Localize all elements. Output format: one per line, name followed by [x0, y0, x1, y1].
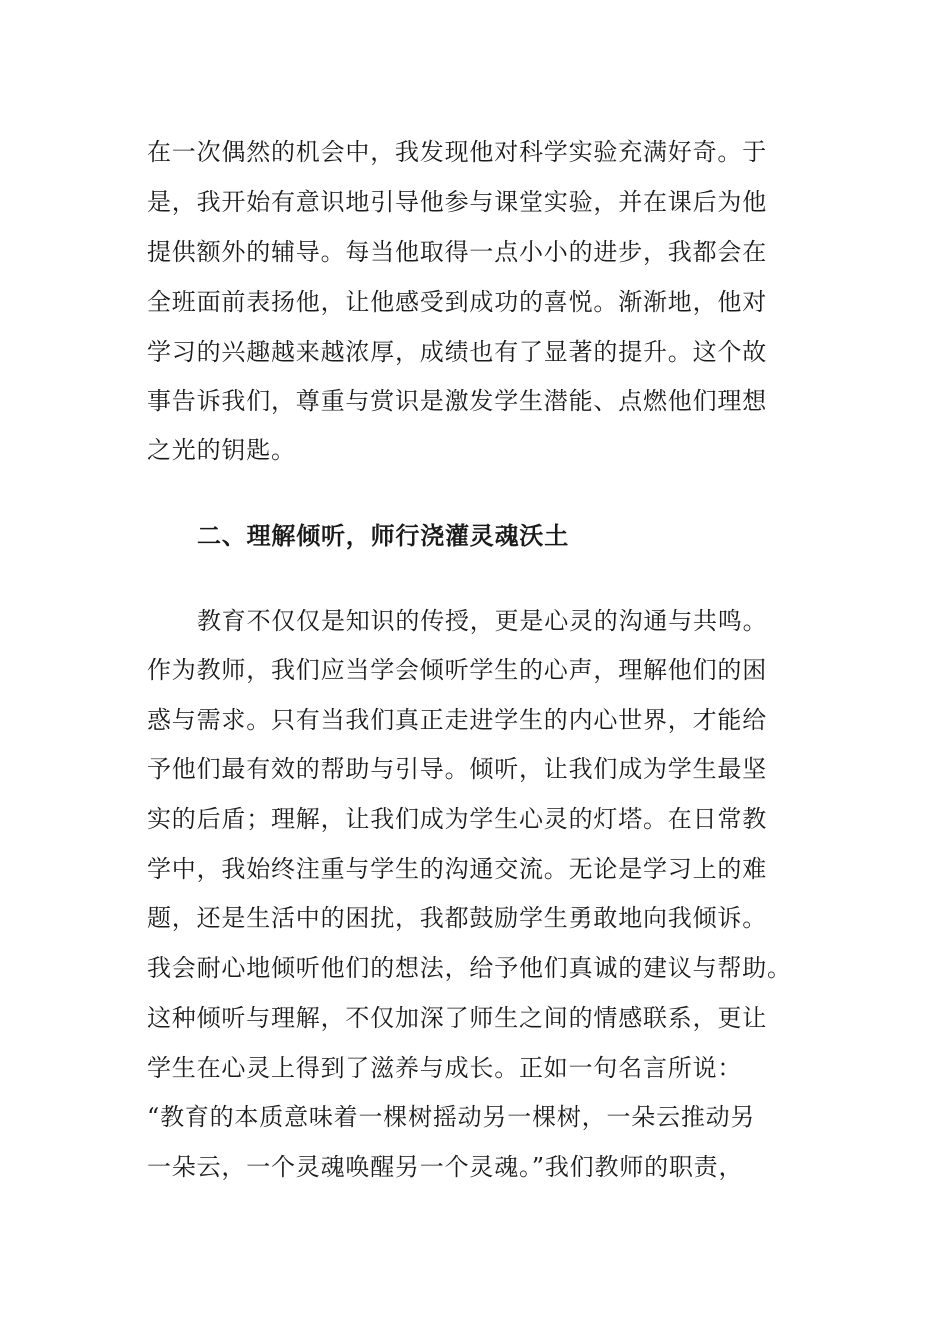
- paragraph1-line-4: 全班面前表扬他，让他感受到成功的喜悦。渐渐地，他对: [147, 288, 767, 316]
- paragraph1-line-2: 是，我开始有意识地引导他参与课堂实验，并在课后为他: [147, 188, 767, 216]
- paragraph2-line-6: 学中，我始终注重与学生的沟通交流。无论是学习上的难: [147, 855, 767, 883]
- paragraph1-line-5: 学习的兴趣越来越浓厚，成绩也有了显著的提升。这个故: [147, 338, 767, 366]
- paragraph2-line-12: 一朵云，一个灵魂唤醒另一个灵魂。”我们教师的职责，: [147, 1153, 744, 1181]
- paragraph2-line-8: 我会耐心地倾听他们的想法，给予他们真诚的建议与帮助。: [147, 954, 792, 982]
- paragraph1-line-6: 事告诉我们，尊重与赏识是激发学生潜能、点燃他们理想: [147, 387, 767, 415]
- paragraph1-line-1: 在一次偶然的机会中，我发现他对科学实验充满好奇。于: [147, 138, 767, 166]
- paragraph2-line-3: 惑与需求。只有当我们真正走进学生的内心世界，才能给: [147, 706, 767, 734]
- paragraph2-line-4: 予他们最有效的帮助与引导。倾听，让我们成为学生最坚: [147, 755, 767, 783]
- paragraph2-line-2: 作为教师，我们应当学会倾听学生的心声，理解他们的困: [147, 656, 767, 684]
- paragraph1-line-7: 之光的钥匙。: [147, 436, 296, 464]
- paragraph2-line-1: 教育不仅仅是知识的传授，更是心灵的沟通与共鸣。: [197, 607, 768, 635]
- paragraph2-line-9: 这种倾听与理解，不仅加深了师生之间的情感联系，更让: [147, 1004, 767, 1032]
- paragraph2-line-5: 实的后盾；理解，让我们成为学生心灵的灯塔。在日常教: [147, 805, 767, 833]
- paragraph2-line-7: 题，还是生活中的困扰，我都鼓励学生勇敢地向我倾诉。: [147, 904, 767, 932]
- section-heading: 二、理解倾听，师行浇灌灵魂沃土: [197, 522, 569, 550]
- paragraph2-line-10: 学生在心灵上得到了滋养与成长。正如一句名言所说：: [147, 1054, 743, 1082]
- paragraph1-line-3: 提供额外的辅导。每当他取得一点小小的进步，我都会在: [147, 238, 767, 266]
- paragraph2-line-11: “教育的本质意味着一棵树摇动另一棵树，一朵云推动另: [147, 1103, 756, 1131]
